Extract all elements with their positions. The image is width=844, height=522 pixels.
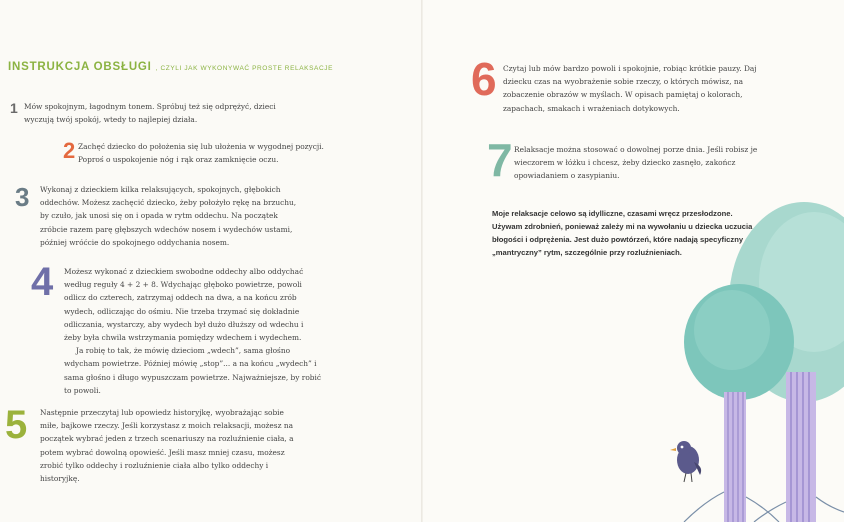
tree-trunk-large bbox=[786, 372, 816, 522]
step-number-3: 3 bbox=[15, 182, 30, 212]
step-number-4: 4 bbox=[31, 260, 54, 304]
step-text-7: Relaksacje można stosować o dowolnej porze dnia. Jeśli robisz je wieczorem w łóżku i chcesz, żeby dziecko zasnęło, zakończ opowiadaniem o zasypianiu. bbox=[514, 145, 758, 181]
step-text-5: Następnie przeczytaj lub opowiedz historyjkę, wyobrażając sobie miłe, bajkowe rzeczy. Jeśli korzystasz z moich relaksacji, możesz na początek wybrać jeden z trzech scenariuszy na rozluźnienie ciała, a potem wybrać dowolną opowieść. Jeśli masz mniej czasu, możesz zrobić tylko oddechy i rozluźnienie ciała albo tylko oddechy i historyjkę. bbox=[40, 408, 294, 484]
step-text-4: Możesz wykonać z dzieckiem swobodne oddechy albo oddychać według reguły 4 + 2 + 8. Wdychając głęboko powietrze, powoli odlicz do czterech, zatrzymaj oddech na dwa, a na końcu zrób wydech, odliczając do ośmiu. Nie trzeba trzymać się dokładnie odliczania, wystarczy, aby wydech był dużo dłuższy od wdechu i żeby była chwila wstrzymania pomiędzy wdechem i wydechem. Ja robię to tak, że mówię dzieciom „wdech”, sama głośno wdycham powietrze. Później mówię „stop”... a na końcu „wydech” i sama głośno i długo wypuszczam powietrze. Najważniejsze, by robić to powoli. bbox=[64, 267, 322, 395]
step-number-1: 1 bbox=[10, 100, 18, 116]
page-gutter bbox=[421, 0, 423, 522]
step-text-2: Zachęć dziecko do położenia się lub ułożenia w wygodnej pozycji. Poproś o uspokojenie nóg i rąk oraz zamknięcie oczu. bbox=[78, 142, 324, 165]
step-number-6: 6 bbox=[471, 53, 497, 105]
step-number-5: 5 bbox=[5, 403, 28, 447]
closing-paragraph: Moje relaksacje celowo są idylliczne, czasami wręcz przesłodzone. Używam zdrobnień, ponieważ zależy mi na wywołaniu u dziecka uczucia błogości i odprężenia. Jest dużo powtórzeń, które nadają specyficzny „mantryczny” rytm, szczególnie przy rozluźnieniach. bbox=[492, 209, 753, 257]
step-number-7: 7 bbox=[487, 134, 513, 186]
step-text-3: Wykonaj z dzieckiem kilka relaksujących, spokojnych, głębokich oddechów. Możesz zachęcić dziecko, żeby położyło rękę na brzuchu, by czuło, jak unosi się on i opada w rytm oddechu. Na początek zróbcie razem parę głębszych wdechów nosem i wydechów ustami, później wróćcie do spokojnego oddychania nosem. bbox=[40, 185, 297, 247]
title-main: INSTRUKCJA OBSŁUGI bbox=[8, 61, 152, 73]
step-text-1: Mów spokojnym, łagodnym tonem. Spróbuj też się odprężyć, dzieci wyczują twój spokój, wtedy to najlepiej działa. bbox=[24, 102, 276, 125]
title-subtitle: , CZYLI JAK WYKONYWAĆ PROSTE RELAKSACJE bbox=[155, 65, 334, 72]
step-number-2: 2 bbox=[63, 138, 76, 163]
tree-illustration bbox=[654, 192, 844, 522]
tree-roots bbox=[684, 492, 844, 522]
step-text-6: Czytaj lub mów bardzo powoli i spokojnie, robiąc krótkie pauzy. Daj dziecku czas na wyobrażenie sobie rzeczy, o których mówisz, na zobaczenie obrazów w myślach. W opisach pamiętaj o kolorach, zapachach, smakach i wrażeniach dotykowych. bbox=[503, 64, 757, 113]
bird-icon bbox=[670, 441, 701, 482]
tree-trunk-small bbox=[724, 392, 746, 522]
section-title bbox=[8, 57, 333, 75]
